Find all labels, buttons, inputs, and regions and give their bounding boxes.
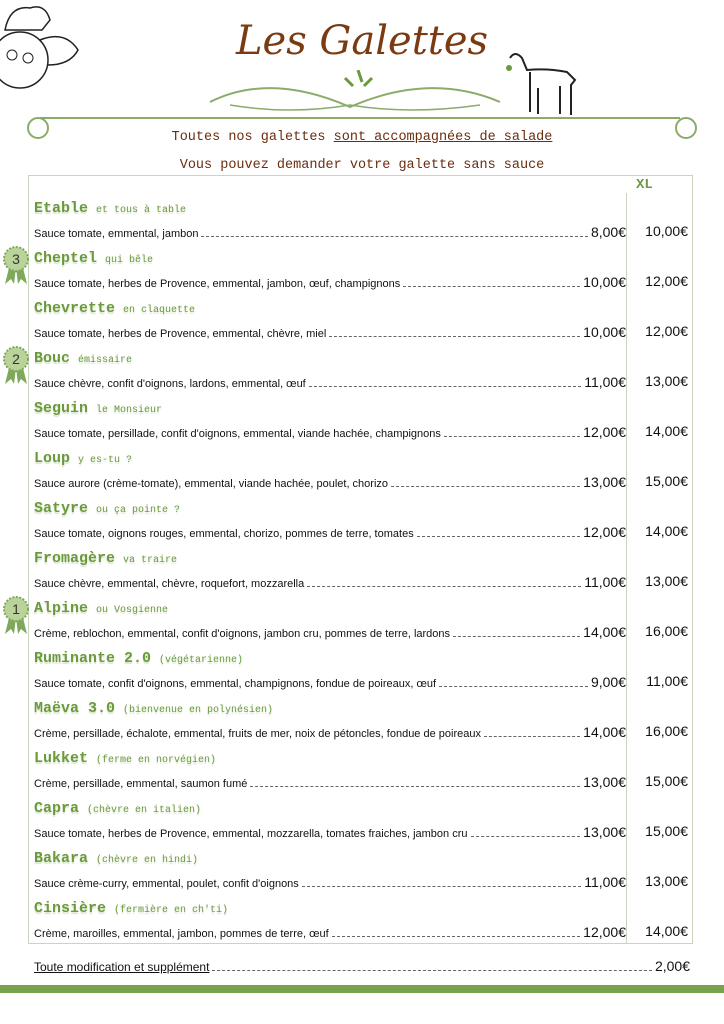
item-description: Sauce tomate, herbes de Provence, emmental, mozzarella, tomates fraiches, jambon cru — [34, 828, 468, 840]
item-description: Sauce tomate, herbes de Provence, emmental, jambon, œuf, champignons — [34, 278, 401, 290]
item-price-xl: 14,00€ — [645, 923, 688, 939]
menu-item — [12, 600, 694, 656]
item-price: 9,00€ — [590, 674, 626, 690]
item-description: Sauce tomate, oignons rouges, emmental, chorizo, pommes de terre, tomates — [34, 528, 414, 540]
leader-dots — [201, 236, 587, 237]
menu-item — [34, 200, 694, 256]
item-title — [34, 850, 198, 867]
item-price-xl: 13,00€ — [645, 873, 688, 889]
leader-dots — [302, 886, 581, 887]
item-title — [34, 700, 273, 717]
item-name: Ruminante 2.0 — [34, 650, 152, 667]
header-divider — [40, 117, 680, 119]
menu-item — [34, 750, 694, 806]
item-price: 13,00€ — [583, 774, 626, 790]
item-price-xl: 14,00€ — [645, 423, 688, 439]
item-name: Maëva 3.0 — [34, 700, 116, 717]
item-tagline: ou Vosgienne — [96, 605, 169, 616]
salad-note-b: sont accompagnées de salade — [333, 130, 553, 145]
item-tagline: (fermière en ch'ti) — [114, 905, 229, 916]
salad-note-a: Toutes nos galettes — [171, 130, 334, 145]
item-name: Capra — [34, 800, 80, 817]
item-description: Sauce tomate, persillade, confit d'oignons, emmental, viande hachée, champignons — [34, 428, 441, 440]
item-description-row — [34, 924, 626, 940]
item-title — [34, 900, 228, 917]
item-title — [34, 750, 216, 767]
xl-header: XL — [636, 177, 653, 193]
item-description-row — [34, 624, 626, 640]
item-description: Sauce chèvre, confit d'oignons, lardons, emmental, œuf — [34, 378, 306, 390]
item-description-row — [34, 274, 626, 290]
item-description: Crème, maroilles, emmental, jambon, pommes de terre, œuf — [34, 928, 329, 940]
item-tagline: y es-tu ? — [78, 455, 133, 466]
leader-dots — [309, 386, 581, 387]
bottom-bar — [0, 985, 724, 993]
item-description: Crème, persillade, emmental, saumon fumé — [34, 778, 248, 790]
item-price: 10,00€ — [583, 274, 626, 290]
footer-price: 2,00€ — [654, 958, 690, 974]
item-title — [34, 450, 132, 467]
item-description-row — [34, 324, 626, 340]
item-price: 12,00€ — [583, 424, 626, 440]
goat-illustration — [500, 48, 585, 120]
item-price-xl: 10,00€ — [645, 223, 688, 239]
item-price: 11,00€ — [584, 374, 626, 390]
award-rank: 2 — [12, 351, 20, 367]
menu-item — [34, 700, 694, 756]
award-ribbon-icon — [2, 246, 30, 286]
item-name: Etable — [34, 200, 89, 217]
footer-label: Toute modification et supplément — [34, 960, 210, 974]
item-tagline: (chèvre en italien) — [87, 805, 202, 816]
item-name: Chevrette — [34, 300, 116, 317]
leader-dots — [391, 486, 580, 487]
item-description-row — [34, 774, 626, 790]
award-ribbon-icon — [2, 346, 30, 386]
menu-item — [34, 900, 694, 956]
item-tagline: (végétarienne) — [159, 655, 244, 666]
item-price-xl: 16,00€ — [645, 623, 688, 639]
item-price: 13,00€ — [583, 824, 626, 840]
item-price: 13,00€ — [583, 474, 626, 490]
item-title — [34, 350, 132, 367]
leader-dots — [471, 836, 581, 837]
item-title — [34, 550, 177, 567]
item-title — [34, 400, 162, 417]
item-price: 14,00€ — [583, 624, 626, 640]
menu-item — [34, 500, 694, 556]
item-name: Fromagère — [34, 550, 116, 567]
item-tagline: (ferme en norvégien) — [96, 755, 217, 766]
item-name: Bouc — [34, 350, 71, 367]
item-price: 11,00€ — [584, 874, 626, 890]
item-title — [34, 500, 180, 517]
item-price: 11,00€ — [584, 574, 626, 590]
item-description-row — [34, 524, 626, 540]
item-name: Cheptel — [34, 250, 98, 267]
salad-note — [0, 130, 724, 145]
leader-dots — [453, 636, 580, 637]
item-name: Alpine — [34, 600, 89, 617]
item-tagline: ou ça pointe ? — [96, 505, 181, 516]
item-price: 12,00€ — [583, 524, 626, 540]
item-price-xl: 15,00€ — [645, 773, 688, 789]
item-title — [34, 250, 153, 267]
item-description: Crème, reblochon, emmental, confit d'oignons, jambon cru, pommes de terre, lardons — [34, 628, 451, 640]
item-title — [34, 650, 243, 667]
item-tagline: (bienvenue en polynésien) — [123, 705, 274, 716]
item-description: Sauce tomate, confit d'oignons, emmental, champignons, fondue de poireaux, œuf — [34, 678, 437, 690]
menu-item — [34, 850, 694, 906]
item-name: Bakara — [34, 850, 89, 867]
award-rank: 1 — [12, 601, 20, 617]
menu-item — [34, 550, 694, 606]
menu-item — [12, 350, 694, 406]
sauce-note: Vous pouvez demander votre galette sans sauce — [179, 158, 545, 173]
leader-dots — [439, 686, 588, 687]
item-price-xl: 15,00€ — [645, 473, 688, 489]
leader-dots — [250, 786, 580, 787]
item-price-xl: 13,00€ — [645, 573, 688, 589]
item-description-row — [34, 374, 626, 390]
item-description-row — [34, 874, 626, 890]
item-description: Sauce aurore (crème-tomate), emmental, viande hachée, poulet, chorizo — [34, 478, 389, 490]
item-description-row — [34, 824, 626, 840]
item-description: Sauce tomate, herbes de Provence, emmental, chèvre, miel — [34, 328, 327, 340]
item-description-row — [34, 574, 626, 590]
item-tagline: le Monsieur — [96, 405, 163, 416]
leader-dots — [307, 586, 581, 587]
menu-item — [34, 400, 694, 456]
menu-item — [34, 300, 694, 356]
item-tagline: et tous à table — [96, 205, 187, 216]
leader-dots — [417, 536, 580, 537]
item-name: Loup — [34, 450, 71, 467]
item-name: Cinsière — [34, 900, 107, 917]
menu-item — [34, 800, 694, 856]
item-title — [34, 300, 195, 317]
award-rank: 3 — [12, 251, 20, 267]
item-description-row — [34, 224, 626, 240]
item-tagline: qui bêle — [105, 255, 154, 266]
item-price-xl: 11,00€ — [646, 673, 688, 689]
award-ribbon-icon — [2, 596, 30, 636]
item-title — [34, 600, 168, 617]
leader-dots — [332, 936, 581, 937]
item-description-row — [34, 674, 626, 690]
item-price-xl: 12,00€ — [645, 323, 688, 339]
item-tagline: (chèvre en hindi) — [96, 855, 199, 866]
leader-dots — [329, 336, 580, 337]
item-price: 14,00€ — [583, 724, 626, 740]
item-price-xl: 14,00€ — [645, 523, 688, 539]
item-description-row — [34, 424, 626, 440]
menu-item — [34, 450, 694, 506]
item-tagline: émissaire — [78, 355, 133, 366]
item-tagline: en claquette — [123, 305, 196, 316]
item-description: Sauce tomate, emmental, jambon — [34, 228, 199, 240]
footer-supplement — [34, 958, 690, 974]
leader-dots — [444, 436, 580, 437]
item-title — [34, 200, 186, 217]
item-description: Sauce chèvre, emmental, chèvre, roquefort, mozzarella — [34, 578, 305, 590]
item-description: Sauce crème-curry, emmental, poulet, confit d'oignons — [34, 878, 299, 890]
menu-item — [34, 650, 694, 706]
item-price: 12,00€ — [583, 924, 626, 940]
item-name: Lukket — [34, 750, 89, 767]
leader-dots — [484, 736, 580, 737]
item-description-row — [34, 724, 626, 740]
item-title — [34, 800, 201, 817]
item-name: Satyre — [34, 500, 89, 517]
leader-dots — [403, 286, 580, 287]
item-description: Crème, persillade, échalote, emmental, fruits de mer, noix de pétoncles, fondue de poireaux — [34, 728, 481, 740]
page-title: Les Galettes — [235, 18, 489, 64]
item-tagline: va traire — [123, 555, 178, 566]
item-price-xl: 15,00€ — [645, 823, 688, 839]
item-description-row — [34, 474, 626, 490]
item-price: 8,00€ — [590, 224, 626, 240]
item-name: Seguin — [34, 400, 89, 417]
item-price-xl: 13,00€ — [645, 373, 688, 389]
leader-dots — [212, 970, 652, 971]
item-price: 10,00€ — [583, 324, 626, 340]
menu-item — [12, 250, 694, 306]
item-price-xl: 16,00€ — [645, 723, 688, 739]
item-price-xl: 12,00€ — [645, 273, 688, 289]
